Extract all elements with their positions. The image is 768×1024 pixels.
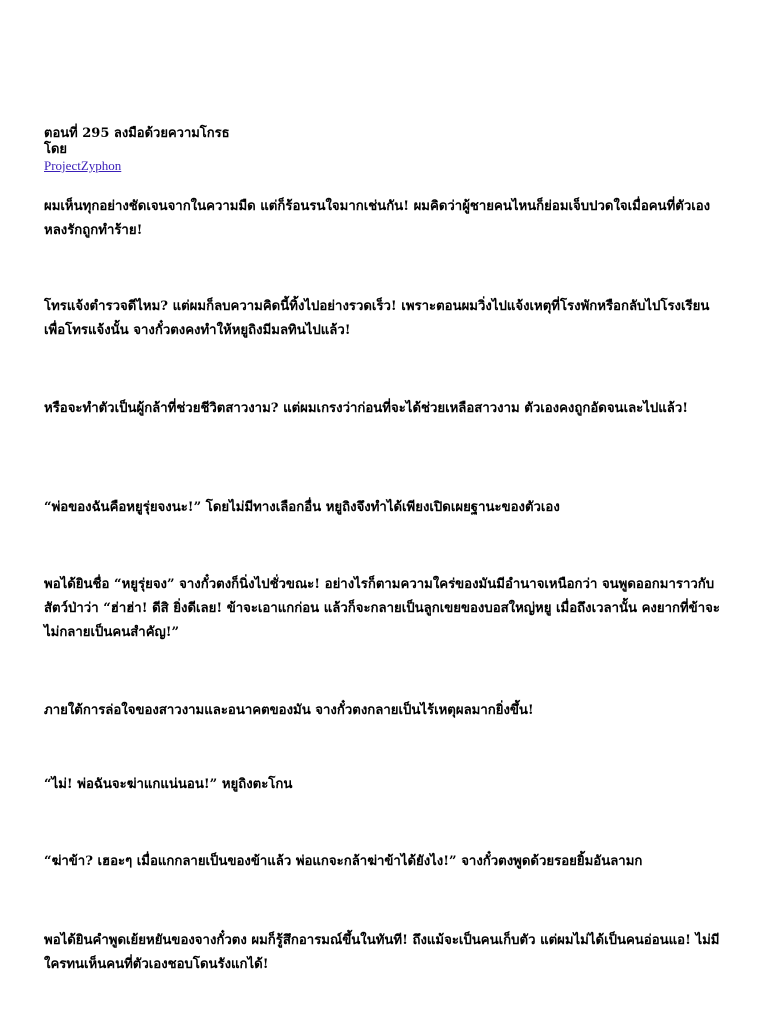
paragraph: พอได้ยินชื่อ “หยูรุ่ยจง” จางกั๋วตงก็นิ่งไปชั่วขณะ! อย่างไรก็ตามความใคร่ของมันมีอำนาจเหนือกว่า จนพูดออกมาราวกับสัตว์ป่าว่า “ฮ่าฮ่า! ดีสิ ยิ่งดีเลย! ข้าจะเอาแกก่อน แล้วก็จะกลายเป็นลูกเขยของบอสใหญ่หยู เมื่อถึงเวลานั้น คงยากที่ข้าจะไม่กลายเป็นคนสำคัญ!” bbox=[44, 577, 720, 640]
paragraph: โทรแจ้งตำรวจดีไหม? แต่ผมก็ลบความคิดนี้ทิ้งไปอย่างรวดเร็ว! เพราะตอนผมวิ่งไปแจ้งเหตุที่โรงพักหรือกลับไปโรงเรียนเพื่อโทรแจ้งนั้น จางกั๋วตงคงทำให้หยูถิงมีมลทินไปแล้ว! bbox=[44, 299, 710, 338]
author-link[interactable]: ProjectZyphon bbox=[44, 158, 122, 173]
paragraph: ผมเห็นทุกอย่างชัดเจนจากในความมืด แต่ก็ร้อนรนใจมากเช่นกัน! ผมคิดว่าผู้ชายคนไหนก็ย่อมเจ็บปวดใจเมื่อคนที่ตัวเองหลงรักถูกทำร้าย! bbox=[44, 199, 711, 238]
chapter-header bbox=[44, 126, 718, 174]
paragraph: “ไม่! พ่อฉันจะฆ่าแกแน่นอน!” หยูถิงตะโกน bbox=[44, 777, 293, 792]
chapter-title: ตอนที่ 295 ลงมือด้วยความโกรธ bbox=[44, 126, 230, 141]
paragraph: “ฆ่าข้า? เฮอะๆ เมื่อแกกลายเป็นของข้าแล้ว พ่อแกจะกล้าฆ่าข้าได้ยังไง!” จางกั๋วตงพูดด้วยรอยยิ้มอันลามก bbox=[44, 854, 643, 869]
paragraph: “พ่อของฉันคือหยูรุ่ยจงนะ!” โดยไม่มีทางเลือกอื่น หยูถิงจึงทำได้เพียงเปิดเผยฐานะของตัวเอง bbox=[44, 500, 560, 515]
by-label: โดย bbox=[44, 142, 68, 157]
paragraph: ภายใต้การล่อใจของสาวงามและอนาคตของมัน จางกั๋วตงกลายเป็นไร้เหตุผลมากยิ่งขึ้น! bbox=[44, 703, 534, 718]
paragraph: หรือจะทำตัวเป็นผู้กล้าที่ช่วยชีวิตสาวงาม? แต่ผมเกรงว่าก่อนที่จะได้ช่วยเหลือสาวงาม ตัวเองคงถูกอัดจนเละไปแล้ว! bbox=[44, 401, 689, 416]
paragraph: พอได้ยินคำพูดเย้ยหยันของจางกั๋วตง ผมก็รู้สึกอารมณ์ขึ้นในทันที! ถึงแม้จะเป็นคนเก็บตัว แต่ผมไม่ได้เป็นคนอ่อนแอ! ไม่มีใครทนเห็นคนที่ตัวเองชอบโดนรังแกได้! bbox=[44, 933, 720, 972]
